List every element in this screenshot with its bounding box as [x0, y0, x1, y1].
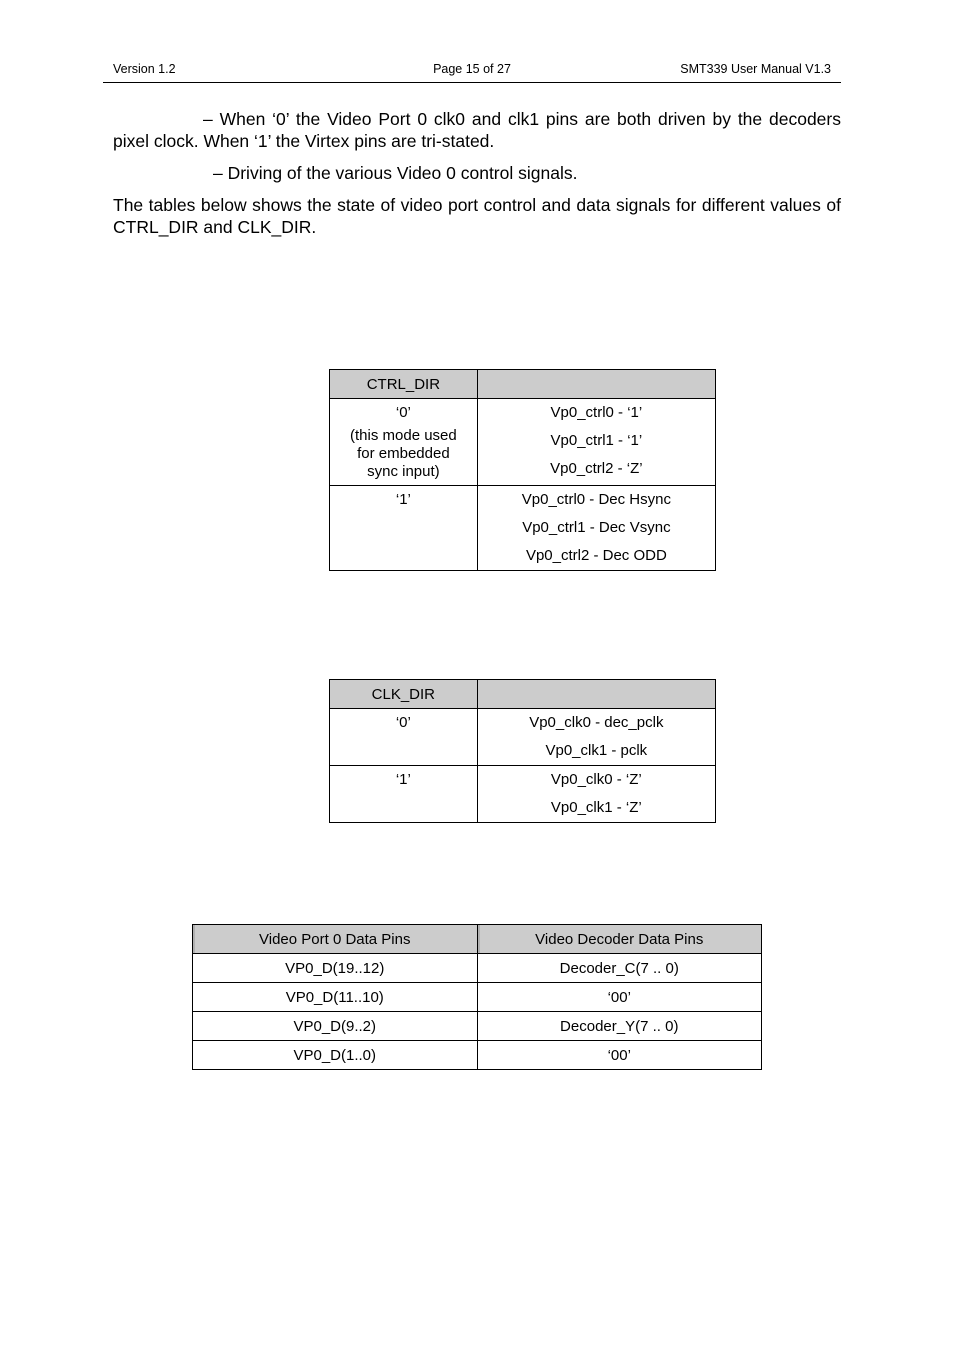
table-header-row	[330, 680, 716, 709]
table-cell: ‘00’	[477, 983, 762, 1012]
table-header-row	[193, 925, 762, 954]
clk-dir-table	[329, 679, 716, 823]
header-doc-title: SMT339 User Manual V1.3	[680, 62, 831, 76]
ctrl-dir-table	[329, 369, 716, 571]
paragraph-ctrl-signals: – Driving of the various Video 0 control signals.	[213, 163, 578, 183]
signal-state: Vp0_clk1 - pclk	[545, 742, 648, 759]
signal-state: Vp0_ctrl0 - Dec Hsync	[521, 491, 671, 508]
table-cell	[330, 709, 478, 766]
table-cell: VP0_D(11..10)	[193, 983, 478, 1012]
page-header	[103, 61, 841, 83]
column-header	[477, 680, 715, 709]
table-header-row	[330, 370, 716, 399]
data-pins-table	[192, 924, 762, 1070]
table-cell: VP0_D(1..0)	[193, 1041, 478, 1070]
table-cell	[330, 486, 478, 571]
signal-state: Vp0_clk1 - ‘Z’	[550, 799, 642, 816]
signal-state: Vp0_ctrl1 - Dec Vsync	[522, 519, 671, 536]
table-row	[330, 399, 716, 486]
table-row	[193, 954, 762, 983]
table-cell: Decoder_Y(7 .. 0)	[477, 1012, 762, 1041]
table-cell	[330, 766, 478, 823]
header-version: Version 1.2	[113, 62, 176, 76]
paragraph-tables-intro: The tables below shows the state of video port control and data signals for different values of CTRL_DIR and CLK_DIR.	[113, 195, 841, 237]
mode-note: (this mode used for embedded sync input)	[350, 427, 457, 480]
table-cell	[477, 486, 715, 571]
signal-state: Vp0_clk0 - ‘Z’	[550, 771, 642, 788]
signal-state: Vp0_ctrl2 - Dec ODD	[525, 547, 667, 564]
table-cell	[477, 399, 715, 486]
mode-value: ‘0’	[395, 404, 411, 421]
mode-value: ‘1’	[395, 771, 411, 788]
signal-state: Vp0_ctrl2 - ‘Z’	[550, 460, 643, 477]
header-page-number: Page 15 of 27	[433, 62, 511, 76]
table-row	[193, 1012, 762, 1041]
column-header: CTRL_DIR	[330, 370, 478, 399]
signal-state: Vp0_ctrl1 - ‘1’	[550, 432, 643, 449]
table-cell	[330, 399, 478, 486]
paragraph-clk-dir: – When ‘0’ the Video Port 0 clk0 and clk1 pins are both driven by the decoders pixel clock. When ‘1’ the Virtex pins are tri-stated.	[113, 109, 841, 151]
column-header: CLK_DIR	[330, 680, 478, 709]
table-cell: Decoder_C(7 .. 0)	[477, 954, 762, 983]
column-header	[477, 370, 715, 399]
mode-value: ‘0’	[395, 714, 411, 731]
table-cell: ‘00’	[477, 1041, 762, 1070]
table-cell: VP0_D(9..2)	[193, 1012, 478, 1041]
table-cell: VP0_D(19..12)	[193, 954, 478, 983]
table-cell	[477, 766, 715, 823]
table-row	[330, 486, 716, 571]
table-row	[193, 983, 762, 1012]
table-row	[330, 766, 716, 823]
table-cell	[477, 709, 715, 766]
table-row	[330, 709, 716, 766]
signal-state: Vp0_clk0 - dec_pclk	[529, 714, 664, 731]
signal-state: Vp0_ctrl0 - ‘1’	[550, 404, 643, 421]
column-header: Video Port 0 Data Pins	[193, 925, 478, 954]
table-row	[193, 1041, 762, 1070]
column-header: Video Decoder Data Pins	[477, 925, 762, 954]
mode-value: ‘1’	[395, 491, 411, 508]
